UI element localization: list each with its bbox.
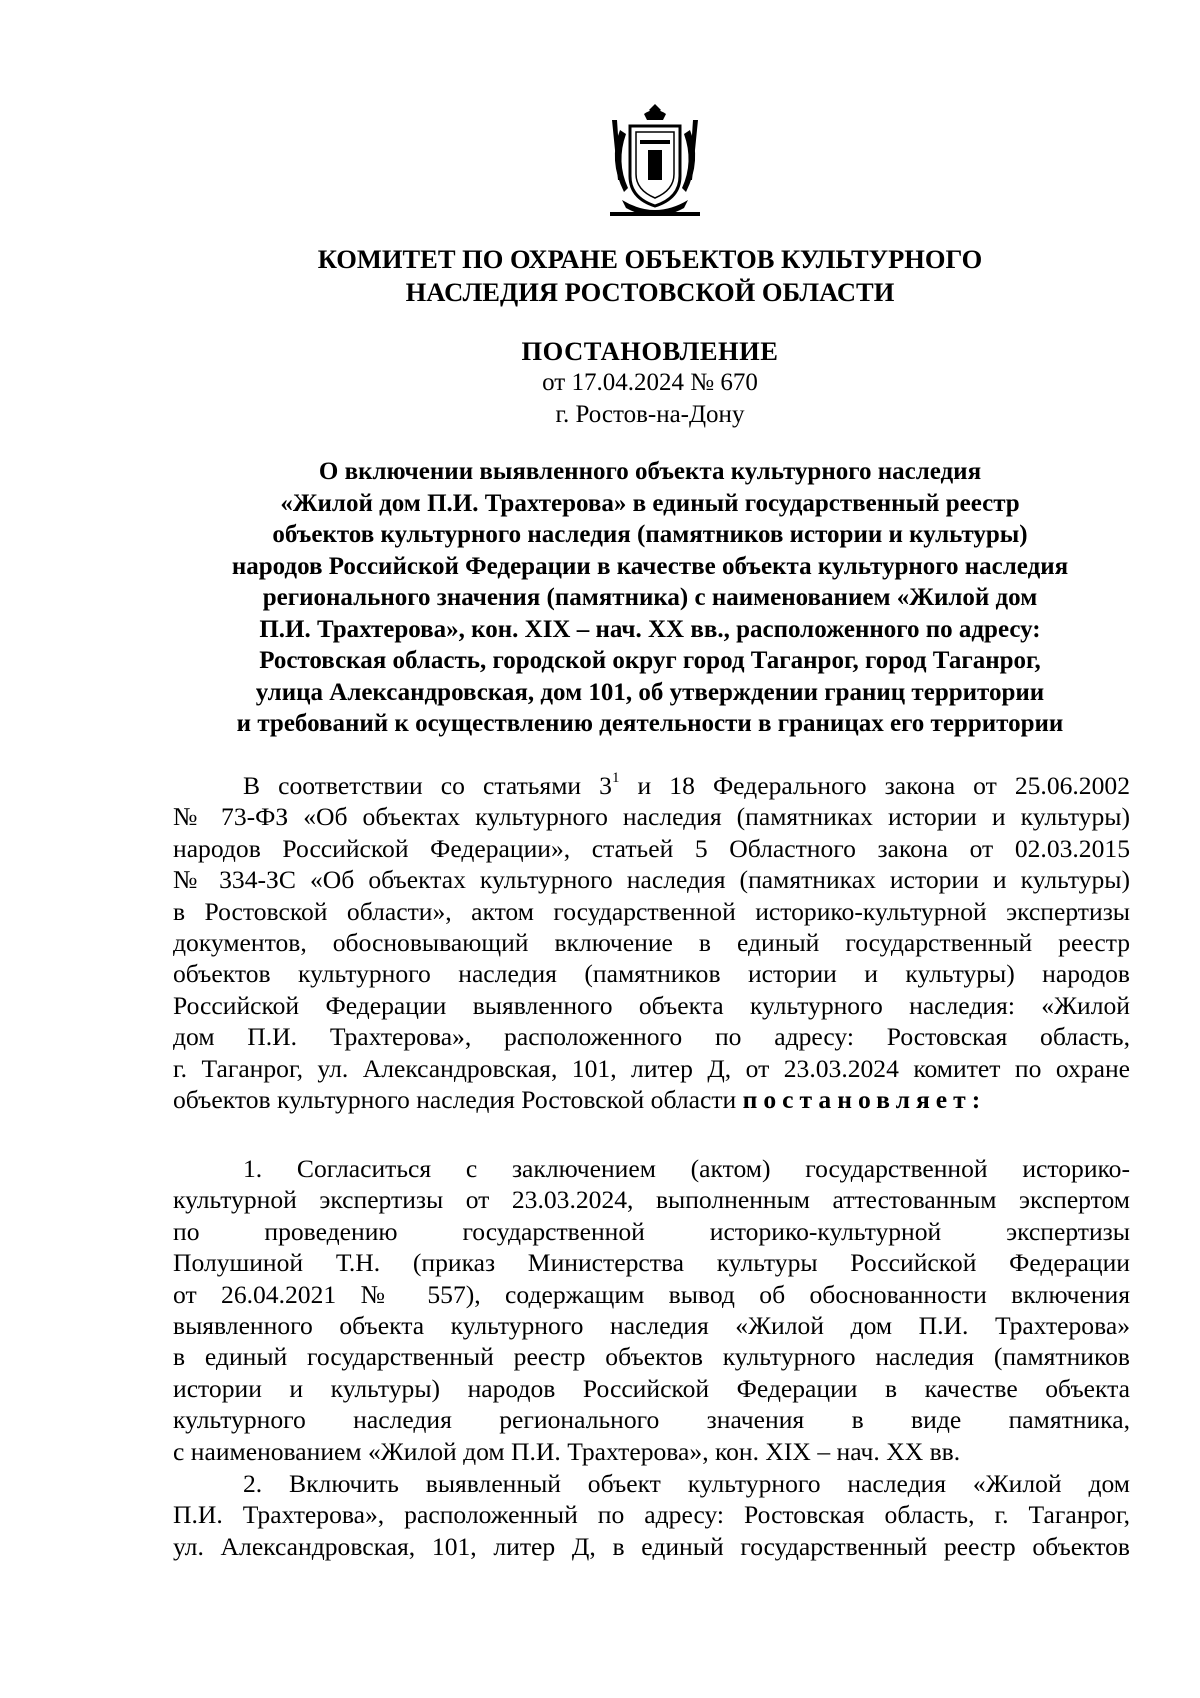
- decree-meta: [170, 367, 1130, 431]
- preamble-text: объектов культурного наследия Ростовской области: [173, 1085, 743, 1115]
- preamble-line: г. Таганрог, ул. Александровская, 101, литер Д, от 23.03.2024 комитет по охране: [173, 1053, 1130, 1083]
- heading-line: народов Российской Федерации в качестве объекта культурного наследия: [231, 552, 1069, 580]
- heading-line: П.И. Трахтерова», кон. XIX – нач. XX вв., расположенного по адресу:: [259, 615, 1041, 643]
- committee-line-2: НАСЛЕДИЯ РОСТОВСКОЙ ОБЛАСТИ: [405, 277, 895, 307]
- heading-line: Ростовская область, городской округ город Таганрог, город Таганрог,: [259, 647, 1041, 674]
- heading-line: регионального значения (памятника) с наименованием «Жилой дом: [262, 584, 1038, 611]
- preamble-line: документов, обосновывающий включение в единый государственный реестр: [173, 928, 1130, 958]
- document-type: ПОСТАНОВЛЕНИЕ: [521, 336, 779, 366]
- preamble-line: в Ростовской области», актом государственной историко-культурной экспертизы: [173, 896, 1130, 926]
- heading-line: улица Александровская, дом 101, об утверждении границ территории: [255, 678, 1045, 706]
- superscript: 1: [611, 770, 620, 787]
- item-line: П.И. Трахтерова», расположенный по адресу: Ростовская область, г. Таганрог,: [173, 1500, 1130, 1530]
- item-line: ул. Александровская, 101, литер Д, в единый государственный реестр объектов: [173, 1531, 1130, 1561]
- item-line: от 26.04.2021 № 557), содержащим вывод об обоснованности включения: [173, 1279, 1130, 1309]
- heading-line: «Жилой дом П.И. Трахтерова» в единый государственный реестр: [280, 489, 1020, 517]
- city: г. Ростов-на-Дону: [555, 401, 745, 428]
- item-line: 2. Включить выявленный объект культурного наследия «Жилой дом: [243, 1469, 1130, 1498]
- item-line: с наименованием «Жилой дом П.И. Трахтерова», кон. XIX – нач. XX вв.: [173, 1436, 961, 1466]
- preamble-line: Российской Федерации выявленного объекта культурного наследия: «Жилой: [173, 990, 1130, 1020]
- item-line: культурного наследия регионального значения в виде памятника,: [173, 1405, 1130, 1435]
- preamble-line: объектов культурного наследия (памятников истории и культуры) народов: [173, 959, 1130, 989]
- heading-line: О включении выявленного объекта культурного наследия: [318, 458, 982, 485]
- preamble-line: народов Российской Федерации», статьей 5 Областного закона от 02.03.2015: [173, 833, 1130, 863]
- resolves-word: постановляет:: [742, 1085, 987, 1115]
- heading-line: и требований к осуществлению деятельности в границах его территории: [236, 710, 1064, 737]
- preamble-line: № 334-ЗС «Об объектах культурного наследия (памятниках истории и культуры): [173, 865, 1130, 895]
- committee-line-1: КОМИТЕТ ПО ОХРАНЕ ОБЪЕКТОВ КУЛЬТУРНОГО: [317, 244, 983, 274]
- item-line: культурной экспертизы от 23.03.2024, выполненным аттестованным экспертом: [173, 1185, 1130, 1215]
- preamble-line: [173, 1084, 1130, 1115]
- preamble-text: В соответствии со статьями 3: [243, 771, 612, 800]
- coat-of-arms-emblem: [600, 100, 710, 230]
- preamble-paragraph: [173, 770, 1130, 1115]
- item-line: выявленного объекта культурного наследия «Жилой дом П.И. Трахтерова»: [173, 1311, 1130, 1341]
- item-line: Полушиной Т.Н. (приказ Министерства культуры Российской Федерации: [173, 1248, 1130, 1278]
- item-line: в единый государственный реестр объектов культурного наследия (памятников: [173, 1342, 1130, 1372]
- heading-line: объектов культурного наследия (памятников истории и культуры): [272, 521, 1028, 548]
- preamble-line: дом П.И. Трахтерова», расположенного по адресу: Ростовская область,: [173, 1022, 1130, 1052]
- preamble-line: [173, 770, 1130, 801]
- item-line: по проведению государственной историко-культурной экспертизы: [173, 1216, 1130, 1246]
- item-line: 1. Согласиться с заключением (актом) государственной историко-: [243, 1154, 1130, 1183]
- document-heading: [170, 456, 1130, 740]
- date-number: от 17.04.2024 № 670: [542, 369, 758, 396]
- committee-name: [170, 243, 1130, 309]
- preamble-line: № 73-ФЗ «Об объектах культурного наследия (памятниках истории и культуры): [173, 802, 1130, 832]
- item-1: [173, 1153, 1130, 1467]
- item-line: истории и культуры) народов Российской Федерации в качестве объекта: [173, 1373, 1130, 1403]
- item-2: [173, 1468, 1130, 1562]
- preamble-text: и 18 Федерального закона от 25.06.2002: [619, 771, 1130, 800]
